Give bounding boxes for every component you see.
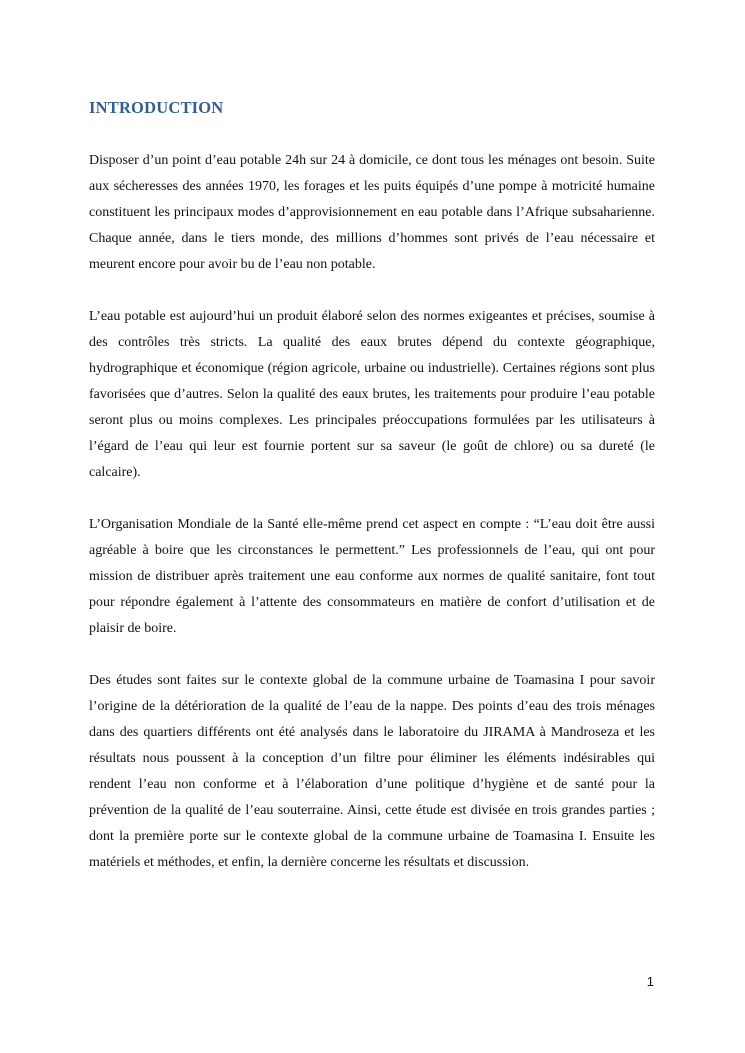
paragraph-4: Des études sont faites sur le contexte global de la commune urbaine de Toamasina I pour savoir l’origine de la détérioration de la qualité de l’eau de la nappe. Des points d’eau des trois ménages dans des quartiers différents ont été analysés dans le laboratoire du JIRAMA à Mandroseza et les résultats nous poussent à la conception d’un filtre pour éliminer les éléments indésirables qui rendent l’eau non conforme et à l’élaboration d’une politique d’hygiène et de santé pour la prévention de la qualité de l’eau souterraine. Ainsi, cette étude est divisée en trois grandes parties ; dont la première porte sur le contexte global de la commune urbaine de Toamasina I. Ensuite les matériels et méthodes, et enfin, la dernière concerne les résultats et discussion.	[89, 673, 655, 870]
paragraph-1: Disposer d’un point d’eau potable 24h sur 24 à domicile, ce dont tous les ménages ont besoin. Suite aux sécheresses des années 1970, les forages et les puits équipés d’une pompe à motricité humaine constituent les principaux modes d’approvisionnement en eau potable dans l’Afrique subsaharienne. Chaque année, dans le tiers monde, des millions d’hommes sont privés de l’eau nécessaire et meurent encore pour avoir bu de l’eau non potable.	[89, 153, 655, 272]
paragraph-2: L’eau potable est aujourd’hui un produit élaboré selon des normes exigeantes et précises, soumise à des contrôles très stricts. La qualité des eaux brutes dépend du contexte géographique, hydrographique et économique (région agricole, urbaine ou industrielle). Certaines régions sont plus favorisées que d’autres. Selon la qualité des eaux brutes, les traitements pour produire l’eau potable seront plus ou moins complexes. Les principales préoccupations formulées par les utilisateurs à l’égard de l’eau qui leur est fournie portent sur sa saveur (le goût de chlore) ou sa dureté (le calcaire).	[89, 309, 655, 480]
body-text	[89, 148, 655, 902]
page-number: 1	[646, 974, 654, 989]
paragraph-3: L’Organisation Mondiale de la Santé elle-même prend cet aspect en compte : “L’eau doit être aussi agréable à boire que les circonstances le permettent.” Les professionnels de l’eau, qui ont pour mission de distribuer après traitement une eau conforme aux normes de qualité sanitaire, font tout pour répondre également à l’attente des consommateurs en matière de confort d’utilisation et de plaisir de boire.	[89, 517, 655, 636]
section-heading: INTRODUCTION	[89, 98, 224, 117]
